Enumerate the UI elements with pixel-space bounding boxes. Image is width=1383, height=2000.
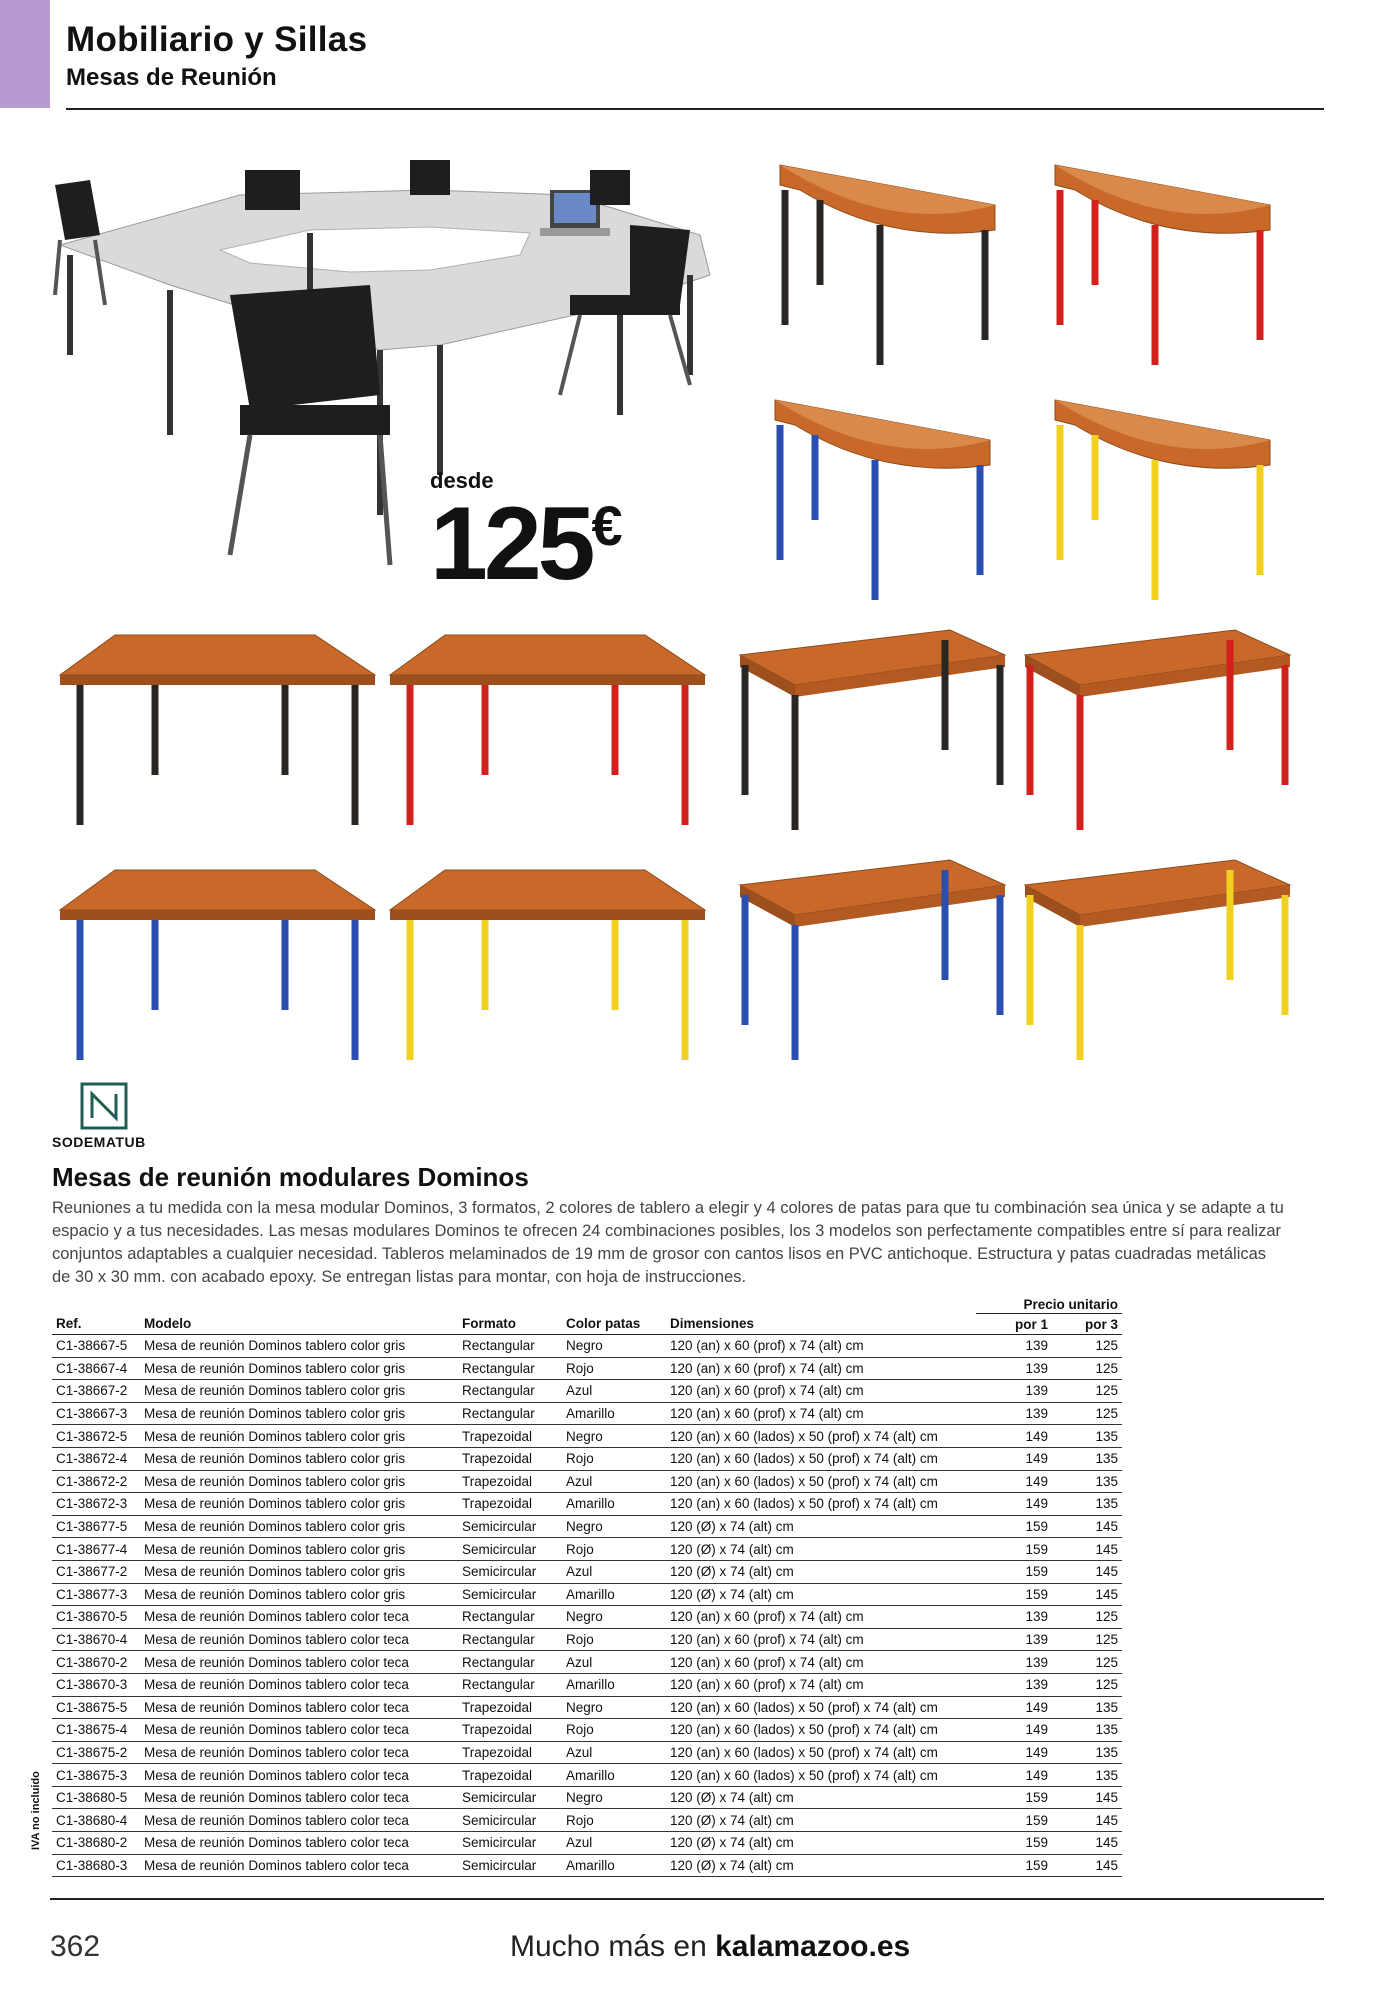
cell-formato: Rectangular	[458, 1673, 562, 1696]
cell-p1: 149	[976, 1425, 1052, 1448]
cell-dim: 120 (an) x 60 (prof) x 74 (alt) cm	[666, 1357, 976, 1380]
cell-ref: C1-38667-3	[52, 1402, 140, 1425]
table-photo-rectangular-negro	[735, 625, 1015, 840]
cell-p1: 159	[976, 1832, 1052, 1855]
cell-formato: Rectangular	[458, 1380, 562, 1403]
cell-formato: Rectangular	[458, 1606, 562, 1629]
cell-p3: 125	[1052, 1628, 1122, 1651]
cell-p1: 149	[976, 1447, 1052, 1470]
table-row	[52, 1651, 1122, 1674]
table-row	[52, 1335, 1122, 1358]
cell-ref: C1-38677-2	[52, 1560, 140, 1583]
cell-formato: Trapezoidal	[458, 1425, 562, 1448]
cell-dim: 120 (an) x 60 (prof) x 74 (alt) cm	[666, 1651, 976, 1674]
cell-color: Azul	[562, 1651, 666, 1674]
cell-formato: Trapezoidal	[458, 1470, 562, 1493]
cell-p3: 125	[1052, 1335, 1122, 1358]
table-photo-trapezoidal-azul	[55, 865, 380, 1065]
cell-color: Azul	[562, 1832, 666, 1855]
table-row	[52, 1719, 1122, 1742]
cell-color: Rojo	[562, 1447, 666, 1470]
section-tab	[0, 0, 50, 108]
cell-dim: 120 (an) x 60 (prof) x 74 (alt) cm	[666, 1402, 976, 1425]
table-photo-semicircular-rojo	[1045, 150, 1295, 380]
cell-modelo: Mesa de reunión Dominos tablero color teca	[140, 1719, 458, 1742]
cell-p3: 125	[1052, 1673, 1122, 1696]
cell-dim: 120 (Ø) x 74 (alt) cm	[666, 1854, 976, 1877]
cell-dim: 120 (an) x 60 (lados) x 50 (prof) x 74 (alt) cm	[666, 1741, 976, 1764]
cell-p1: 149	[976, 1696, 1052, 1719]
table-row	[52, 1470, 1122, 1493]
cell-ref: C1-38672-2	[52, 1470, 140, 1493]
cell-p3: 135	[1052, 1425, 1122, 1448]
cell-p3: 145	[1052, 1583, 1122, 1606]
cell-p1: 159	[976, 1786, 1052, 1809]
cell-modelo: Mesa de reunión Dominos tablero color gris	[140, 1380, 458, 1403]
cell-p1: 139	[976, 1402, 1052, 1425]
cell-p1: 139	[976, 1651, 1052, 1674]
table-row	[52, 1809, 1122, 1832]
table-photo-rectangular-amarillo	[1020, 855, 1300, 1070]
cell-p3: 145	[1052, 1832, 1122, 1855]
cell-p1: 139	[976, 1606, 1052, 1629]
cell-dim: 120 (an) x 60 (lados) x 50 (prof) x 74 (alt) cm	[666, 1696, 976, 1719]
cell-p3: 125	[1052, 1402, 1122, 1425]
cell-ref: C1-38675-3	[52, 1764, 140, 1787]
promo-price	[430, 486, 623, 602]
col-header-precio: Precio unitario	[976, 1295, 1122, 1314]
brand-logo-icon	[80, 1082, 200, 1132]
cell-color: Rojo	[562, 1628, 666, 1651]
cell-modelo: Mesa de reunión Dominos tablero color gris	[140, 1335, 458, 1358]
cell-dim: 120 (an) x 60 (lados) x 50 (prof) x 74 (alt) cm	[666, 1425, 976, 1448]
cell-p3: 135	[1052, 1764, 1122, 1787]
cell-modelo: Mesa de reunión Dominos tablero color gris	[140, 1425, 458, 1448]
cell-color: Amarillo	[562, 1402, 666, 1425]
table-row	[52, 1425, 1122, 1448]
cell-modelo: Mesa de reunión Dominos tablero color teca	[140, 1696, 458, 1719]
cell-color: Rojo	[562, 1719, 666, 1742]
page-number: 362	[50, 1930, 101, 1963]
cell-ref: C1-38672-5	[52, 1425, 140, 1448]
cell-color: Negro	[562, 1786, 666, 1809]
cell-ref: C1-38667-5	[52, 1335, 140, 1358]
cell-modelo: Mesa de reunión Dominos tablero color teca	[140, 1673, 458, 1696]
cell-dim: 120 (Ø) x 74 (alt) cm	[666, 1786, 976, 1809]
cell-p3: 135	[1052, 1493, 1122, 1516]
section-title: Mesas de reunión modulares Dominos	[52, 1162, 529, 1192]
table-row	[52, 1696, 1122, 1719]
cell-dim: 120 (Ø) x 74 (alt) cm	[666, 1560, 976, 1583]
promo-from-label: desde	[430, 468, 494, 493]
cell-ref: C1-38670-4	[52, 1628, 140, 1651]
cell-dim: 120 (an) x 60 (lados) x 50 (prof) x 74 (alt) cm	[666, 1719, 976, 1742]
cell-p1: 139	[976, 1673, 1052, 1696]
cell-formato: Rectangular	[458, 1335, 562, 1358]
cell-color: Amarillo	[562, 1854, 666, 1877]
cell-p1: 149	[976, 1493, 1052, 1516]
cell-ref: C1-38680-2	[52, 1832, 140, 1855]
cell-modelo: Mesa de reunión Dominos tablero color teca	[140, 1832, 458, 1855]
cell-dim: 120 (an) x 60 (lados) x 50 (prof) x 74 (alt) cm	[666, 1470, 976, 1493]
cell-modelo: Mesa de reunión Dominos tablero color teca	[140, 1809, 458, 1832]
cell-modelo: Mesa de reunión Dominos tablero color gris	[140, 1538, 458, 1561]
cell-p3: 125	[1052, 1606, 1122, 1629]
footer-lead: Mucho más en	[510, 1930, 707, 1963]
cell-p3: 135	[1052, 1719, 1122, 1742]
cell-p1: 159	[976, 1854, 1052, 1877]
cell-color: Azul	[562, 1470, 666, 1493]
cell-p3: 145	[1052, 1515, 1122, 1538]
cell-color: Negro	[562, 1335, 666, 1358]
section-description: Reuniones a tu medida con la mesa modular Dominos, 3 formatos, 2 colores de tablero a elegir y 4 colores de patas para que tu combinación sea única y se adapte a tu espacio y a tus necesidades. Las mesas modulares Dominos te ofrecen 24 combinaciones posibles, los 3 modelos son perfectamente compatibles entre sí para realizar conjuntos adaptables a cualquier necesidad. Tableros melaminados de 19 mm de grosor con cantos lisos en PVC antichoque. Estructura y patas cuadradas metálicas de 30 x 30 mm. con acabado epoxy. Se entregan listas para montar, con hoja de instrucciones.	[52, 1199, 1284, 1286]
col-header-por3: por 3	[1052, 1314, 1122, 1335]
cell-color: Amarillo	[562, 1583, 666, 1606]
table-header	[52, 1314, 1122, 1335]
table-photo-semicircular-azul	[765, 385, 1015, 615]
cell-p1: 159	[976, 1583, 1052, 1606]
table-row	[52, 1357, 1122, 1380]
cell-p3: 145	[1052, 1538, 1122, 1561]
footer-site-link[interactable]: kalamazoo.es	[715, 1930, 911, 1963]
cell-formato: Semicircular	[458, 1786, 562, 1809]
cell-dim: 120 (Ø) x 74 (alt) cm	[666, 1583, 976, 1606]
cell-color: Negro	[562, 1425, 666, 1448]
cell-modelo: Mesa de reunión Dominos tablero color gris	[140, 1357, 458, 1380]
table-photo-trapezoidal-amarillo	[385, 865, 710, 1065]
cell-color: Amarillo	[562, 1673, 666, 1696]
cell-p1: 149	[976, 1470, 1052, 1493]
footer-text	[510, 1930, 910, 1964]
cell-formato: Trapezoidal	[458, 1493, 562, 1516]
cell-p3: 135	[1052, 1470, 1122, 1493]
cell-dim: 120 (an) x 60 (prof) x 74 (alt) cm	[666, 1628, 976, 1651]
cell-color: Rojo	[562, 1538, 666, 1561]
cell-dim: 120 (Ø) x 74 (alt) cm	[666, 1515, 976, 1538]
cell-dim: 120 (an) x 60 (lados) x 50 (prof) x 74 (alt) cm	[666, 1493, 976, 1516]
cell-p1: 139	[976, 1335, 1052, 1358]
table-row	[52, 1493, 1122, 1516]
cell-ref: C1-38675-2	[52, 1741, 140, 1764]
cell-ref: C1-38677-5	[52, 1515, 140, 1538]
table-row	[52, 1380, 1122, 1403]
cell-dim: 120 (Ø) x 74 (alt) cm	[666, 1832, 976, 1855]
col-header-color: Color patas	[562, 1314, 666, 1335]
cell-p1: 139	[976, 1357, 1052, 1380]
cell-p3: 145	[1052, 1560, 1122, 1583]
cell-dim: 120 (an) x 60 (prof) x 74 (alt) cm	[666, 1335, 976, 1358]
table-photo-semicircular-amarillo	[1045, 385, 1295, 615]
cell-color: Negro	[562, 1606, 666, 1629]
cell-p1: 159	[976, 1560, 1052, 1583]
table-row	[52, 1515, 1122, 1538]
table-photo-rectangular-rojo	[1020, 625, 1300, 840]
table-photo-rectangular-azul	[735, 855, 1015, 1070]
cell-modelo: Mesa de reunión Dominos tablero color gris	[140, 1402, 458, 1425]
cell-p1: 159	[976, 1538, 1052, 1561]
cell-formato: Semicircular	[458, 1809, 562, 1832]
cell-formato: Semicircular	[458, 1560, 562, 1583]
cell-p1: 139	[976, 1628, 1052, 1651]
cell-color: Azul	[562, 1380, 666, 1403]
cell-p3: 125	[1052, 1651, 1122, 1674]
cell-ref: C1-38675-4	[52, 1719, 140, 1742]
cell-ref: C1-38672-4	[52, 1447, 140, 1470]
cell-ref: C1-38680-4	[52, 1809, 140, 1832]
cell-formato: Rectangular	[458, 1357, 562, 1380]
cell-p1: 149	[976, 1741, 1052, 1764]
iva-note: IVA no incluido	[30, 1771, 42, 1850]
cell-p3: 135	[1052, 1696, 1122, 1719]
cell-modelo: Mesa de reunión Dominos tablero color gris	[140, 1560, 458, 1583]
footer-divider	[50, 1898, 1324, 1900]
cell-p1: 139	[976, 1380, 1052, 1403]
cell-formato: Trapezoidal	[458, 1741, 562, 1764]
table-row	[52, 1786, 1122, 1809]
cell-dim: 120 (an) x 60 (lados) x 50 (prof) x 74 (alt) cm	[666, 1764, 976, 1787]
cell-formato: Rectangular	[458, 1628, 562, 1651]
brand-name: SODEMATUB	[52, 1134, 146, 1150]
cell-p3: 135	[1052, 1447, 1122, 1470]
promo-price-value: 125	[430, 486, 592, 602]
cell-p1: 159	[976, 1809, 1052, 1832]
cell-p3: 145	[1052, 1809, 1122, 1832]
cell-ref: C1-38680-5	[52, 1786, 140, 1809]
col-header-dimensiones: Dimensiones	[666, 1314, 976, 1335]
cell-ref: C1-38677-4	[52, 1538, 140, 1561]
cell-dim: 120 (an) x 60 (prof) x 74 (alt) cm	[666, 1606, 976, 1629]
cell-color: Amarillo	[562, 1764, 666, 1787]
table-row	[52, 1673, 1122, 1696]
cell-formato: Trapezoidal	[458, 1447, 562, 1470]
table-row	[52, 1447, 1122, 1470]
col-header-modelo: Modelo	[140, 1314, 458, 1335]
table-photo-trapezoidal-rojo	[385, 630, 710, 830]
cell-dim: 120 (an) x 60 (prof) x 74 (alt) cm	[666, 1380, 976, 1403]
cell-dim: 120 (Ø) x 74 (alt) cm	[666, 1538, 976, 1561]
cell-modelo: Mesa de reunión Dominos tablero color gris	[140, 1470, 458, 1493]
cell-formato: Trapezoidal	[458, 1719, 562, 1742]
cell-ref: C1-38670-2	[52, 1651, 140, 1674]
cell-p1: 149	[976, 1719, 1052, 1742]
cell-modelo: Mesa de reunión Dominos tablero color gris	[140, 1583, 458, 1606]
cell-modelo: Mesa de reunión Dominos tablero color teca	[140, 1606, 458, 1629]
cell-modelo: Mesa de reunión Dominos tablero color teca	[140, 1628, 458, 1651]
cell-ref: C1-38667-4	[52, 1357, 140, 1380]
cell-modelo: Mesa de reunión Dominos tablero color teca	[140, 1764, 458, 1787]
cell-modelo: Mesa de reunión Dominos tablero color teca	[140, 1741, 458, 1764]
cell-modelo: Mesa de reunión Dominos tablero color teca	[140, 1854, 458, 1877]
cell-ref: C1-38677-3	[52, 1583, 140, 1606]
col-header-por1: por 1	[976, 1314, 1052, 1335]
cell-p3: 145	[1052, 1854, 1122, 1877]
cell-ref: C1-38667-2	[52, 1380, 140, 1403]
cell-modelo: Mesa de reunión Dominos tablero color gris	[140, 1493, 458, 1516]
table-row	[52, 1741, 1122, 1764]
cell-modelo: Mesa de reunión Dominos tablero color gris	[140, 1447, 458, 1470]
cell-formato: Rectangular	[458, 1402, 562, 1425]
col-header-ref: Ref.	[52, 1314, 140, 1335]
cell-ref: C1-38670-3	[52, 1673, 140, 1696]
table-row	[52, 1628, 1122, 1651]
table-row	[52, 1854, 1122, 1877]
cell-color: Negro	[562, 1515, 666, 1538]
cell-formato: Semicircular	[458, 1538, 562, 1561]
cell-formato: Rectangular	[458, 1651, 562, 1674]
cell-ref: C1-38675-5	[52, 1696, 140, 1719]
col-header-formato: Formato	[458, 1314, 562, 1335]
cell-modelo: Mesa de reunión Dominos tablero color teca	[140, 1651, 458, 1674]
cell-p3: 125	[1052, 1357, 1122, 1380]
cell-ref: C1-38670-5	[52, 1606, 140, 1629]
cell-formato: Semicircular	[458, 1515, 562, 1538]
cell-color: Azul	[562, 1741, 666, 1764]
table-row	[52, 1832, 1122, 1855]
table-header-top	[52, 1295, 1122, 1314]
cell-p3: 125	[1052, 1380, 1122, 1403]
cell-color: Azul	[562, 1560, 666, 1583]
page-subtitle: Mesas de Reunión	[66, 64, 277, 91]
cell-formato: Trapezoidal	[458, 1696, 562, 1719]
cell-p1: 159	[976, 1515, 1052, 1538]
page-title: Mobiliario y Sillas	[66, 20, 368, 59]
table-photo-trapezoidal-negro	[55, 630, 380, 830]
table-row	[52, 1583, 1122, 1606]
table-row	[52, 1538, 1122, 1561]
table-row	[52, 1560, 1122, 1583]
product-table	[52, 1295, 1122, 1877]
cell-ref: C1-38680-3	[52, 1854, 140, 1877]
cell-dim: 120 (an) x 60 (lados) x 50 (prof) x 74 (alt) cm	[666, 1447, 976, 1470]
table-row	[52, 1606, 1122, 1629]
cell-ref: C1-38672-3	[52, 1493, 140, 1516]
cell-color: Rojo	[562, 1357, 666, 1380]
cell-p3: 145	[1052, 1786, 1122, 1809]
cell-p3: 135	[1052, 1741, 1122, 1764]
table-row	[52, 1764, 1122, 1787]
table-row	[52, 1402, 1122, 1425]
cell-modelo: Mesa de reunión Dominos tablero color gris	[140, 1515, 458, 1538]
cell-color: Amarillo	[562, 1493, 666, 1516]
cell-dim: 120 (Ø) x 74 (alt) cm	[666, 1809, 976, 1832]
table-photo-semicircular-negro	[770, 150, 1020, 380]
cell-color: Rojo	[562, 1809, 666, 1832]
header-divider	[66, 108, 1324, 110]
cell-p1: 149	[976, 1764, 1052, 1787]
cell-formato: Semicircular	[458, 1583, 562, 1606]
cell-formato: Trapezoidal	[458, 1764, 562, 1787]
cell-formato: Semicircular	[458, 1854, 562, 1877]
cell-formato: Semicircular	[458, 1832, 562, 1855]
promo-currency: €	[591, 494, 623, 557]
cell-color: Negro	[562, 1696, 666, 1719]
cell-dim: 120 (an) x 60 (prof) x 74 (alt) cm	[666, 1673, 976, 1696]
cell-modelo: Mesa de reunión Dominos tablero color teca	[140, 1786, 458, 1809]
